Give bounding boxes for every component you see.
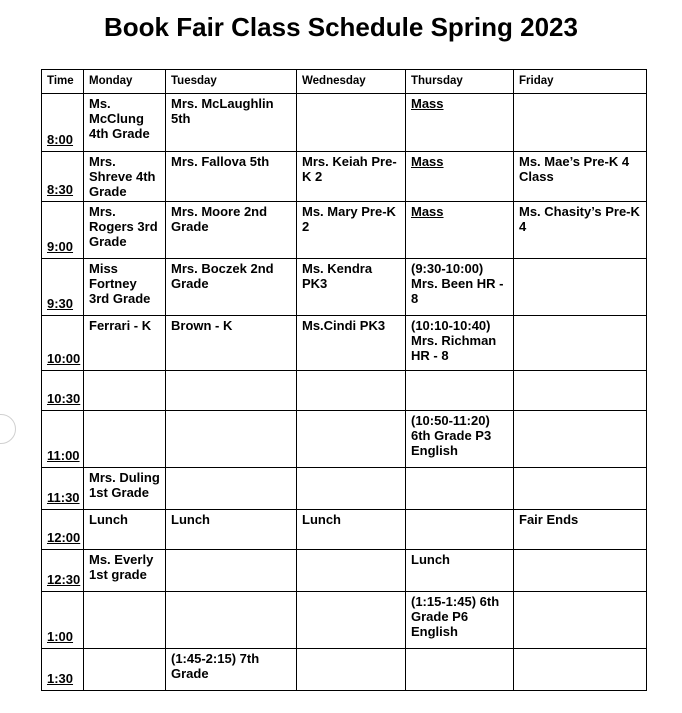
schedule-cell: Mrs. Duling 1st Grade	[84, 468, 166, 510]
col-header-tuesday: Tuesday	[166, 70, 297, 94]
schedule-cell: Ferrari - K	[84, 316, 166, 371]
schedule-cell	[84, 592, 166, 649]
schedule-cell: Miss Fortney 3rd Grade	[84, 259, 166, 316]
schedule-cell: Ms. Mary Pre-K 2	[297, 202, 406, 259]
schedule-cell: (9:30-10:00) Mrs. Been HR - 8	[406, 259, 514, 316]
schedule-cell: Ms. McClung 4th Grade	[84, 94, 166, 152]
schedule-cell	[297, 649, 406, 691]
table-row	[42, 550, 647, 592]
table-row	[42, 259, 647, 316]
table-row	[42, 316, 647, 371]
time-cell: 1:00	[42, 592, 84, 649]
col-header-wednesday: Wednesday	[297, 70, 406, 94]
schedule-cell: Mass	[406, 202, 514, 259]
schedule-cell	[166, 371, 297, 411]
page-title: Book Fair Class Schedule Spring 2023	[104, 12, 578, 42]
table-row	[42, 371, 647, 411]
schedule-cell	[406, 371, 514, 411]
schedule-cell	[406, 649, 514, 691]
table-row	[42, 510, 647, 550]
schedule-cell: Mrs. McLaughlin 5th	[166, 94, 297, 152]
schedule-cell	[297, 468, 406, 510]
time-cell: 10:00	[42, 316, 84, 371]
schedule-cell	[166, 411, 297, 468]
schedule-cell: Fair Ends	[514, 510, 647, 550]
schedule-cell	[297, 550, 406, 592]
col-header-friday: Friday	[514, 70, 647, 94]
col-header-thursday: Thursday	[406, 70, 514, 94]
schedule-cell	[84, 411, 166, 468]
header-row	[42, 70, 647, 94]
schedule-cell	[297, 592, 406, 649]
schedule-cell: Mrs. Shreve 4th Grade	[84, 152, 166, 202]
schedule-cell	[84, 649, 166, 691]
time-cell: 10:30	[42, 371, 84, 411]
schedule-cell	[166, 468, 297, 510]
time-cell: 8:30	[42, 152, 84, 202]
schedule-cell	[514, 592, 647, 649]
schedule-cell	[297, 411, 406, 468]
schedule-cell: Brown - K	[166, 316, 297, 371]
schedule-cell: Mass	[406, 94, 514, 152]
schedule-cell: Ms.Cindi PK3	[297, 316, 406, 371]
col-header-time: Time	[42, 70, 84, 94]
schedule-cell: Lunch	[297, 510, 406, 550]
schedule-cell: Mrs. Keiah Pre-K 2	[297, 152, 406, 202]
schedule-cell	[406, 468, 514, 510]
schedule-cell	[514, 411, 647, 468]
table-row	[42, 592, 647, 649]
schedule-cell: Mrs. Rogers 3rd Grade	[84, 202, 166, 259]
table-row	[42, 202, 647, 259]
schedule-cell	[166, 592, 297, 649]
time-cell: 9:00	[42, 202, 84, 259]
edge-circle-marker	[0, 414, 16, 444]
schedule-cell	[166, 550, 297, 592]
schedule-cell: Ms. Everly 1st grade	[84, 550, 166, 592]
time-cell: 11:30	[42, 468, 84, 510]
schedule-cell	[514, 316, 647, 371]
schedule-cell	[514, 550, 647, 592]
schedule-cell	[514, 259, 647, 316]
schedule-cell: Mass	[406, 152, 514, 202]
col-header-monday: Monday	[84, 70, 166, 94]
schedule-cell: Mrs. Moore 2nd Grade	[166, 202, 297, 259]
schedule-cell	[297, 371, 406, 411]
schedule-cell: Ms. Kendra PK3	[297, 259, 406, 316]
time-cell: 8:00	[42, 94, 84, 152]
schedule-cell: (1:15-1:45) 6th Grade P6 English	[406, 592, 514, 649]
schedule-cell: Mrs. Boczek 2nd Grade	[166, 259, 297, 316]
time-cell: 9:30	[42, 259, 84, 316]
time-cell: 1:30	[42, 649, 84, 691]
schedule-cell: Lunch	[84, 510, 166, 550]
schedule-cell: Lunch	[166, 510, 297, 550]
schedule-cell: (1:45-2:15) 7th Grade	[166, 649, 297, 691]
time-cell: 12:00	[42, 510, 84, 550]
table-row	[42, 468, 647, 510]
schedule-cell: (10:10-10:40) Mrs. Richman HR - 8	[406, 316, 514, 371]
time-cell: 12:30	[42, 550, 84, 592]
schedule-cell	[514, 94, 647, 152]
schedule-cell	[514, 371, 647, 411]
time-cell: 11:00	[42, 411, 84, 468]
schedule-cell	[514, 468, 647, 510]
table-row	[42, 94, 647, 152]
schedule-cell	[297, 94, 406, 152]
schedule-cell: Ms. Mae’s Pre-K 4 Class	[514, 152, 647, 202]
table-row	[42, 649, 647, 691]
schedule-cell	[406, 510, 514, 550]
schedule-cell: Ms. Chasity’s Pre-K 4	[514, 202, 647, 259]
schedule-table	[41, 69, 647, 691]
schedule-cell: Mrs. Fallova 5th	[166, 152, 297, 202]
schedule-cell	[84, 371, 166, 411]
schedule-cell	[514, 649, 647, 691]
table-row	[42, 152, 647, 202]
schedule-cell: Lunch	[406, 550, 514, 592]
table-row	[42, 411, 647, 468]
schedule-cell: (10:50-11:20) 6th Grade P3 English	[406, 411, 514, 468]
